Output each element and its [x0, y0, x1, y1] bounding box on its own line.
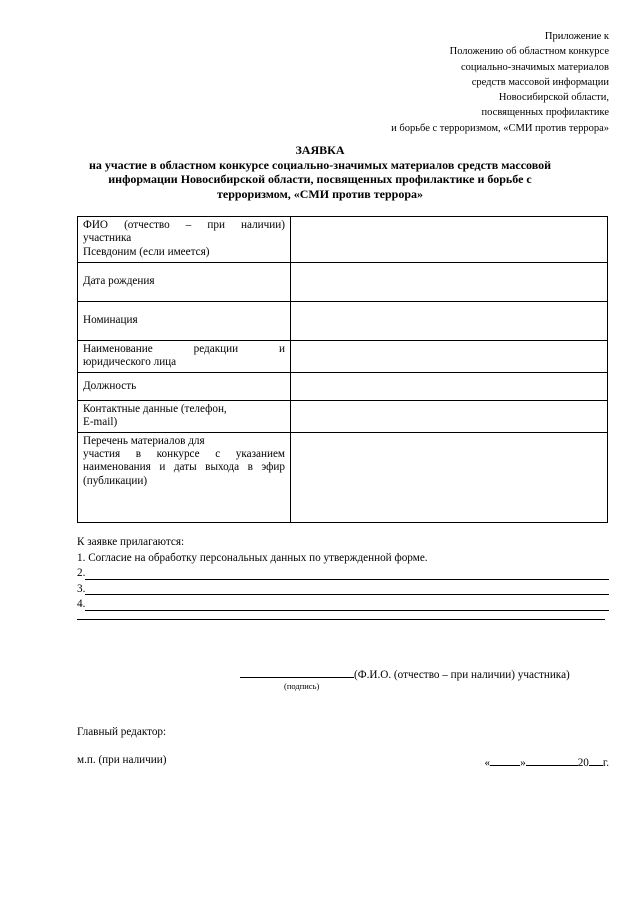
- form-row-name: [78, 217, 608, 263]
- attachment-line-4: [77, 597, 609, 613]
- heading-line: информации Новосибирской области, посвященных профилактике и борьбе с: [108, 172, 532, 186]
- attachment-line-2: [77, 566, 609, 582]
- form-value-nomination[interactable]: [291, 302, 608, 341]
- label-text: наименования и даты выхода в эфир: [83, 461, 285, 474]
- attachment-number: 3.: [77, 582, 86, 595]
- signature-label: (Ф.И.О. (отчество – при наличии) участника): [354, 669, 570, 681]
- attachment-item: 1. Согласие на обработку персональных данных по утвержденной форме.: [77, 551, 428, 564]
- signature-block: [240, 665, 610, 691]
- form-row-contacts: [78, 400, 608, 432]
- label-text: E-mail): [83, 416, 118, 429]
- application-form-table: [77, 216, 608, 523]
- signature-blank[interactable]: [240, 665, 354, 678]
- label-text: Наименование редакции и: [83, 343, 285, 355]
- form-row-organization: [78, 341, 608, 373]
- year-suffix: г.: [602, 757, 609, 769]
- separator-line: [77, 619, 605, 620]
- form-value-name[interactable]: [291, 217, 608, 263]
- label-text: Перечень материалов для: [83, 434, 205, 447]
- form-row-position: [78, 372, 608, 400]
- date-field: [485, 754, 610, 769]
- form-label-materials: [78, 432, 291, 522]
- attachment-blank[interactable]: [85, 582, 609, 595]
- annex-line: социально-значимых материалов: [460, 61, 609, 73]
- form-value-contacts[interactable]: [291, 400, 608, 432]
- form-label-nomination: Номинация: [78, 302, 291, 341]
- document-heading: [70, 143, 570, 201]
- form-row-birthdate: [78, 263, 608, 302]
- stamp-label: м.п. (при наличии): [77, 754, 167, 766]
- attachment-blank[interactable]: [85, 567, 609, 580]
- form-row-nomination: [78, 302, 608, 341]
- form-label-birthdate: Дата рождения: [78, 263, 291, 302]
- label-text: Контактные данные (телефон,: [83, 402, 227, 415]
- annex-line: и борьбе с терроризмом, «СМИ против террора»: [391, 122, 609, 134]
- label-text: ФИО (отчество – при наличии): [83, 219, 285, 231]
- form-label-name: [78, 217, 291, 263]
- form-value-birthdate[interactable]: [291, 263, 608, 302]
- form-value-materials[interactable]: [291, 432, 608, 522]
- form-label-position: Должность: [78, 372, 291, 400]
- annex-note: [309, 29, 609, 136]
- label-text: участника: [83, 232, 132, 245]
- attachments-title: К заявке прилагаются:: [77, 536, 185, 548]
- chief-editor-label: Главный редактор:: [77, 726, 167, 738]
- month-blank[interactable]: [526, 754, 578, 766]
- attachments-section: [77, 535, 609, 613]
- form-value-organization[interactable]: [291, 341, 608, 373]
- quote-open: «: [484, 757, 491, 769]
- form-value-position[interactable]: [291, 372, 608, 400]
- annex-line: Новосибирской области,: [498, 92, 609, 104]
- form-label-contacts: [78, 400, 291, 432]
- signature-caption: (подпись): [284, 681, 320, 691]
- year-blank[interactable]: [589, 754, 603, 766]
- document-title: ЗАЯВКА: [295, 143, 345, 157]
- year-prefix: 20: [577, 757, 589, 769]
- heading-line: на участие в областном конкурсе социально-значимых материалов средств массовой: [88, 157, 552, 172]
- attachment-line-3: [77, 582, 609, 598]
- quote-close: »: [520, 757, 526, 769]
- annex-line: средств массовой информации: [471, 76, 609, 88]
- label-text: участия в конкурсе с указанием: [83, 448, 285, 461]
- label-text: юридического лица: [83, 356, 177, 369]
- form-label-organization: [78, 341, 291, 373]
- attachment-number: 2.: [77, 567, 86, 579]
- label-text: (публикации): [83, 474, 148, 487]
- attachment-blank[interactable]: [85, 598, 609, 611]
- annex-line: Положению об областном конкурсе: [449, 46, 609, 58]
- annex-line: Приложение к: [544, 31, 609, 42]
- annex-line: посвященных профилактике: [481, 107, 609, 119]
- day-blank[interactable]: [490, 754, 520, 766]
- attachment-number: 4.: [77, 598, 86, 610]
- label-text: Псевдоним (если имеется): [83, 245, 210, 258]
- form-row-materials: [78, 432, 608, 522]
- heading-line: терроризмом, «СМИ против террора»: [216, 186, 424, 201]
